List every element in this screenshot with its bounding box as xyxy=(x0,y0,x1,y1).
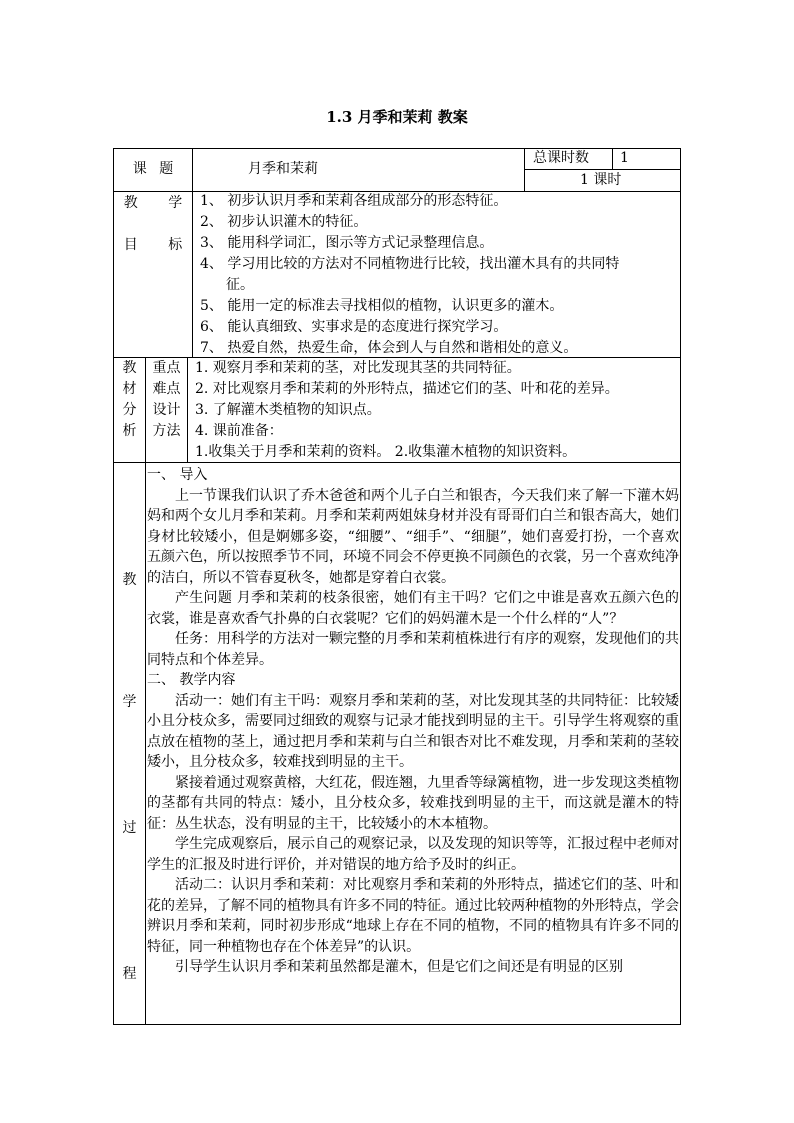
paragraph: 学生完成观察后，展示自己的观察记录，以及发现的知识等等，汇报过程中老师对学生的汇报及时进行评价，并对错误的地方给予及时的纠正。 xyxy=(147,836,679,873)
process-label-1: 教 xyxy=(122,572,137,588)
paragraph: 活动一：她们有主干吗：观察月季和茉莉的茎，对比发现其茎的共同特征：比较矮小且分枝众多，需要同过细致的观察与记录才能找到明显的主干。引导学生将观察的重点放在植物的茎上，通过把月季和茉莉与白兰和银杏对比不难发现，月季和茉莉的茎较矮小，且分枝众多，较难找到明显的主干。 xyxy=(147,692,679,770)
total-hours-label: 总课时数 xyxy=(533,150,589,166)
goal-item: 5、 能用一定的标准去寻找相似的植物，认识更多的灌木。 xyxy=(200,298,564,314)
analysis-item: 2. 对比观察月季和茉莉的外形特点，描述它们的茎、叶和花的差异。 xyxy=(195,381,619,397)
analysis-label: 教 材 分 析 xyxy=(122,360,137,439)
paragraph: 产生问题 月季和茉莉的枝条很密，她们有主干吗？它们之中谁是喜欢五颜六色的衣裳，谁是喜欢香气扑鼻的白衣裳呢？它们的妈妈灌木是一个什么样的“人”？ xyxy=(147,590,679,627)
goal-item: 7、 热爱自然，热爱生命，体会到人与自然和谐相处的意义。 xyxy=(200,340,578,356)
goal-item: 4、 学习用比较的方法对不同植物进行比较，找出灌木具有的共同特 xyxy=(200,256,620,272)
goal-item: 征。 xyxy=(226,277,254,293)
document-title: 1.3 月季和茉莉 教案 xyxy=(326,108,468,126)
paragraph: 活动二：认识月季和茉莉：对比观察月季和茉莉的外形特点，描述它们的茎、叶和花的差异，了解不同的植物具有许多不同的特征。通过比较两种植物的外形特点，学会辨识月季和茉莉，同时初步形成“地球上存在不同的植物，不同的植物具有许多不同的特征，同一种植物也存在个体差异”的认识。 xyxy=(147,877,679,955)
analysis-sublabel: 重点 难点 设计 方法 xyxy=(152,360,181,439)
paragraph: 上一节课我们认识了乔木爸爸和两个儿子白兰和银杏，今天我们来了解一下灌木妈妈和两个女儿月季和茉莉。月季和茉莉两姐妹身材并没有哥哥们白兰和银杏高大，她们身材比较矮小，但是婀娜多姿，“细腰”、“细手”、“细腿”，她们喜爱打扮，一个喜欢五颜六色，所以按照季节不同，环境不同会不停更换不同颜色的衣裳，另一个喜欢纯净的洁白，所以不管春夏秋冬，她都是穿着白衣裳。 xyxy=(147,487,679,586)
goal-item: 6、 能认真细致、实事求是的态度进行探究学习。 xyxy=(200,319,508,335)
goal-item: 1、 初步认识月季和茉莉各组成部分的形态特征。 xyxy=(200,193,508,209)
goal-item: 2、 初步认识灌木的特征。 xyxy=(200,214,368,230)
analysis-item: 4. 课前准备： xyxy=(195,423,283,439)
analysis-item: 1.收集关于月季和茉莉的资料。 2.收集灌木植物的知识资料。 xyxy=(195,444,577,460)
paragraph: 任务：用科学的方法对一颗完整的月季和茉莉植株进行有序的观察，发现他们的共同特点和个体差异。 xyxy=(147,631,679,668)
paragraph: 引导学生认识月季和茉莉虽然都是灌木，但是它们之间还是有明显的区别 xyxy=(175,959,623,975)
process-label-2: 学 xyxy=(122,694,137,710)
process-label-4: 程 xyxy=(122,966,137,982)
process-label-3: 过 xyxy=(122,820,137,836)
analysis-item: 1. 观察月季和茉莉的茎，对比发现其茎的共同特征。 xyxy=(195,360,521,376)
section-heading: 二、 教学内容 xyxy=(147,672,236,688)
goals-label-top: 教 学 xyxy=(123,195,183,211)
analysis-item: 3. 了解灌木类植物的知识点。 xyxy=(195,402,381,418)
class-hours: 1 课时 xyxy=(580,172,622,188)
section-heading: 一、 导入 xyxy=(147,467,208,483)
goal-item: 3、 能用科学词汇，图示等方式记录整理信息。 xyxy=(200,235,494,251)
total-hours-value: 1 xyxy=(620,150,629,166)
paragraph: 紧接着通过观察黄榕，大红花，假连翘，九里香等绿篱植物，进一步发现这类植物的茎都有共同的特点：矮小，且分枝众多，较难找到明显的主干，而这就是灌木的特征：丛生状态，没有明显的主干，比较矮小的木本植物。 xyxy=(147,774,679,832)
process-content xyxy=(147,465,679,978)
topic-label: 课 题 xyxy=(132,161,174,177)
goals-label-bottom: 目 标 xyxy=(123,237,183,253)
topic-value: 月季和茉莉 xyxy=(248,161,318,177)
